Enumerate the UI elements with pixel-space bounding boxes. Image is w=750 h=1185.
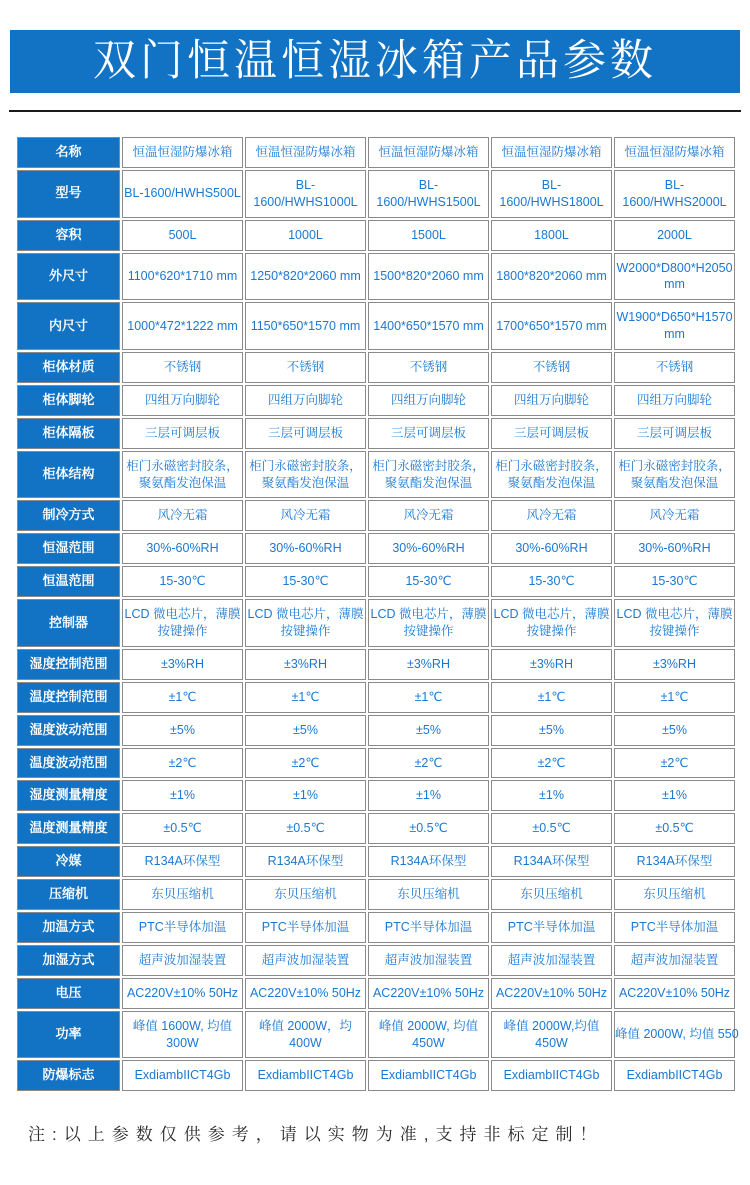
spec-cell: 1150*650*1570 mm	[245, 302, 366, 350]
spec-cell: BL-1600/HWHS500L	[122, 170, 243, 218]
row-label: 加温方式	[17, 912, 120, 943]
spec-cell: PTC半导体加温	[122, 912, 243, 943]
table-row	[17, 748, 735, 779]
spec-cell: 15-30℃	[245, 566, 366, 597]
table-row	[17, 170, 735, 218]
row-label: 温度控制范围	[17, 682, 120, 713]
spec-cell: 500L	[122, 220, 243, 251]
spec-cell: ExdiambIICT4Gb	[122, 1060, 243, 1091]
spec-cell: 东贝压缩机	[122, 879, 243, 910]
spec-cell: LCD 微电芯片，薄膜按键操作	[491, 599, 612, 647]
spec-cell: 1000L	[245, 220, 366, 251]
row-label: 外尺寸	[17, 253, 120, 301]
spec-cell: 30%-60%RH	[122, 533, 243, 564]
row-label: 湿度波动范围	[17, 715, 120, 746]
page-title: 双门恒温恒湿冰箱产品参数	[93, 37, 657, 85]
spec-cell: R134A环保型	[245, 846, 366, 877]
spec-cell: 不锈钢	[245, 352, 366, 383]
spec-cell: ±1℃	[614, 682, 735, 713]
spec-cell: BL-1600/HWHS1800L	[491, 170, 612, 218]
spec-cell: 峰值 1600W, 均值 300W	[122, 1011, 243, 1059]
spec-cell: 1400*650*1570 mm	[368, 302, 489, 350]
table-row	[17, 813, 735, 844]
spec-cell: LCD 微电芯片，薄膜按键操作	[122, 599, 243, 647]
spec-cell: ±1℃	[491, 682, 612, 713]
spec-cell: 1500L	[368, 220, 489, 251]
spec-cell: ±5%	[122, 715, 243, 746]
spec-table-body	[17, 137, 739, 1091]
spec-cell: ±1%	[245, 780, 366, 811]
table-row	[17, 302, 735, 350]
row-label: 温度波动范围	[17, 748, 120, 779]
spec-cell: ±3%RH	[491, 649, 612, 680]
spec-cell: 1250*820*2060 mm	[245, 253, 366, 301]
spec-cell: PTC半导体加温	[245, 912, 366, 943]
spec-cell: 恒温恒湿防爆冰箱	[368, 137, 489, 168]
table-row	[17, 912, 735, 943]
table-row	[17, 715, 735, 746]
spec-cell: R134A环保型	[122, 846, 243, 877]
spec-cell: 风冷无霜	[368, 500, 489, 531]
spec-cell: 超声波加湿装置	[491, 945, 612, 976]
spec-cell: ±5%	[368, 715, 489, 746]
spec-cell: 1000*472*1222 mm	[122, 302, 243, 350]
row-label: 湿度测量精度	[17, 780, 120, 811]
spec-cell: 不锈钢	[368, 352, 489, 383]
spec-cell: R134A环保型	[368, 846, 489, 877]
spec-cell: R134A环保型	[614, 846, 735, 877]
spec-cell: 风冷无霜	[122, 500, 243, 531]
row-label: 加湿方式	[17, 945, 120, 976]
spec-cell: ±5%	[614, 715, 735, 746]
spec-cell: 三层可调层板	[122, 418, 243, 449]
spec-cell: BL-1600/HWHS2000L	[614, 170, 735, 218]
spec-cell: LCD 微电芯片，薄膜按键操作	[245, 599, 366, 647]
spec-cell: ±1℃	[122, 682, 243, 713]
spec-cell: 柜门永磁密封胶条，聚氨酯发泡保温	[368, 451, 489, 499]
spec-cell: ±5%	[491, 715, 612, 746]
spec-cell: 四组万向脚轮	[122, 385, 243, 416]
spec-cell: AC220V±10% 50Hz	[614, 978, 735, 1009]
spec-cell: W1900*D650*H1570 mm	[614, 302, 735, 350]
divider-line	[9, 110, 741, 112]
spec-cell: BL-1600/HWHS1000L	[245, 170, 366, 218]
spec-cell: 三层可调层板	[614, 418, 735, 449]
table-row	[17, 533, 735, 564]
spec-cell: 超声波加湿装置	[368, 945, 489, 976]
table-row	[17, 385, 735, 416]
spec-cell: 1100*620*1710 mm	[122, 253, 243, 301]
spec-cell: ±0.5℃	[614, 813, 735, 844]
spec-cell: 风冷无霜	[491, 500, 612, 531]
table-row	[17, 649, 735, 680]
spec-cell: 30%-60%RH	[368, 533, 489, 564]
table-row	[17, 352, 735, 383]
spec-cell: ±0.5℃	[122, 813, 243, 844]
spec-cell: ±5%	[245, 715, 366, 746]
row-label: 容积	[17, 220, 120, 251]
table-row	[17, 682, 735, 713]
spec-cell: 2000L	[614, 220, 735, 251]
spec-cell: ExdiambIICT4Gb	[245, 1060, 366, 1091]
spec-cell: 四组万向脚轮	[491, 385, 612, 416]
table-row	[17, 879, 735, 910]
spec-cell: 15-30℃	[614, 566, 735, 597]
spec-cell: 15-30℃	[491, 566, 612, 597]
spec-cell: ±0.5℃	[245, 813, 366, 844]
table-row	[17, 1060, 735, 1091]
table-row	[17, 1011, 735, 1059]
spec-cell: BL-1600/HWHS1500L	[368, 170, 489, 218]
spec-cell: 峰值 2000W, 均值 450W	[368, 1011, 489, 1059]
row-label: 柜体结构	[17, 451, 120, 499]
spec-cell: 1500*820*2060 mm	[368, 253, 489, 301]
spec-cell: 1700*650*1570 mm	[491, 302, 612, 350]
spec-cell: ±1℃	[245, 682, 366, 713]
spec-cell: ±2℃	[491, 748, 612, 779]
spec-cell: 东贝压缩机	[614, 879, 735, 910]
spec-cell: ExdiambIICT4Gb	[614, 1060, 735, 1091]
spec-cell: W2000*D800*H2050 mm	[614, 253, 735, 301]
row-label: 恒温范围	[17, 566, 120, 597]
spec-cell: 不锈钢	[122, 352, 243, 383]
spec-cell: 15-30℃	[368, 566, 489, 597]
spec-cell: ±3%RH	[245, 649, 366, 680]
table-row	[17, 253, 735, 301]
row-label: 控制器	[17, 599, 120, 647]
spec-cell: 峰值 2000W，均 400W	[245, 1011, 366, 1059]
spec-cell: AC220V±10% 50Hz	[491, 978, 612, 1009]
spec-cell: ±2℃	[614, 748, 735, 779]
spec-cell: 柜门永磁密封胶条，聚氨酯发泡保温	[491, 451, 612, 499]
table-row	[17, 780, 735, 811]
spec-cell: ±1%	[122, 780, 243, 811]
spec-cell: 超声波加湿装置	[245, 945, 366, 976]
table-row	[17, 599, 735, 647]
row-label: 温度测量精度	[17, 813, 120, 844]
spec-cell: 峰值 2000W,均值 450W	[491, 1011, 612, 1059]
row-label: 防爆标志	[17, 1060, 120, 1091]
row-label: 型号	[17, 170, 120, 218]
spec-cell: ±2℃	[122, 748, 243, 779]
spec-cell: 15-30℃	[122, 566, 243, 597]
spec-cell: 超声波加湿装置	[122, 945, 243, 976]
spec-cell: 三层可调层板	[245, 418, 366, 449]
spec-cell: R134A环保型	[491, 846, 612, 877]
spec-cell: ±1℃	[368, 682, 489, 713]
spec-cell: 恒温恒湿防爆冰箱	[245, 137, 366, 168]
page-title-banner	[10, 30, 740, 93]
spec-cell: 四组万向脚轮	[245, 385, 366, 416]
spec-cell: 柜门永磁密封胶条，聚氨酯发泡保温	[122, 451, 243, 499]
spec-cell: ±0.5℃	[368, 813, 489, 844]
spec-cell: 30%-60%RH	[245, 533, 366, 564]
table-row	[17, 418, 735, 449]
spec-cell: 东贝压缩机	[368, 879, 489, 910]
spec-cell: 30%-60%RH	[614, 533, 735, 564]
table-row	[17, 846, 735, 877]
spec-cell: 峰值 2000W, 均值 550	[614, 1011, 735, 1059]
row-label: 湿度控制范围	[17, 649, 120, 680]
table-row	[17, 566, 735, 597]
spec-cell: 不锈钢	[491, 352, 612, 383]
row-label: 内尺寸	[17, 302, 120, 350]
spec-cell: 恒温恒湿防爆冰箱	[614, 137, 735, 168]
spec-cell: 三层可调层板	[368, 418, 489, 449]
spec-cell: 柜门永磁密封胶条，聚氨酯发泡保温	[245, 451, 366, 499]
spec-cell: ±3%RH	[368, 649, 489, 680]
spec-cell: 1800L	[491, 220, 612, 251]
spec-cell: ±1%	[491, 780, 612, 811]
spec-cell: AC220V±10% 50Hz	[122, 978, 243, 1009]
row-label: 压缩机	[17, 879, 120, 910]
spec-cell: AC220V±10% 50Hz	[245, 978, 366, 1009]
spec-cell: PTC半导体加温	[491, 912, 612, 943]
row-label: 名称	[17, 137, 120, 168]
spec-cell: 东贝压缩机	[491, 879, 612, 910]
spec-cell: 恒温恒湿防爆冰箱	[491, 137, 612, 168]
spec-cell: 东贝压缩机	[245, 879, 366, 910]
spec-cell: 柜门永磁密封胶条，聚氨酯发泡保温	[614, 451, 735, 499]
spec-cell: 风冷无霜	[245, 500, 366, 531]
footer-note: 注:以上参数仅供参考，请以实物为准,支持非标定制！	[28, 1125, 604, 1145]
spec-cell: 风冷无霜	[614, 500, 735, 531]
row-label: 冷媒	[17, 846, 120, 877]
row-label: 电压	[17, 978, 120, 1009]
spec-cell: ±1%	[368, 780, 489, 811]
spec-cell: LCD 微电芯片，薄膜按键操作	[368, 599, 489, 647]
table-row	[17, 500, 735, 531]
row-label: 柜体材质	[17, 352, 120, 383]
spec-cell: 30%-60%RH	[491, 533, 612, 564]
spec-cell: LCD 微电芯片，薄膜按键操作	[614, 599, 735, 647]
spec-cell: AC220V±10% 50Hz	[368, 978, 489, 1009]
spec-table	[15, 135, 737, 1093]
spec-cell: 四组万向脚轮	[368, 385, 489, 416]
row-label: 柜体隔板	[17, 418, 120, 449]
spec-cell: ExdiambIICT4Gb	[368, 1060, 489, 1091]
spec-cell: ±2℃	[368, 748, 489, 779]
table-row	[17, 451, 735, 499]
row-label: 恒湿范围	[17, 533, 120, 564]
spec-cell: ExdiambIICT4Gb	[491, 1060, 612, 1091]
table-row	[17, 137, 735, 168]
table-row	[17, 978, 735, 1009]
spec-cell: ±2℃	[245, 748, 366, 779]
spec-cell: 超声波加湿装置	[614, 945, 735, 976]
spec-cell: 恒温恒湿防爆冰箱	[122, 137, 243, 168]
spec-cell: PTC半导体加温	[614, 912, 735, 943]
spec-cell: ±3%RH	[614, 649, 735, 680]
spec-cell: 三层可调层板	[491, 418, 612, 449]
spec-cell: PTC半导体加温	[368, 912, 489, 943]
spec-cell: ±0.5℃	[491, 813, 612, 844]
table-row	[17, 945, 735, 976]
spec-cell: 不锈钢	[614, 352, 735, 383]
row-label: 柜体脚轮	[17, 385, 120, 416]
spec-cell: ±3%RH	[122, 649, 243, 680]
spec-cell: 四组万向脚轮	[614, 385, 735, 416]
table-row	[17, 220, 735, 251]
spec-cell: 1800*820*2060 mm	[491, 253, 612, 301]
row-label: 制冷方式	[17, 500, 120, 531]
row-label: 功率	[17, 1011, 120, 1059]
spec-cell: ±1%	[614, 780, 735, 811]
page	[0, 30, 750, 1145]
